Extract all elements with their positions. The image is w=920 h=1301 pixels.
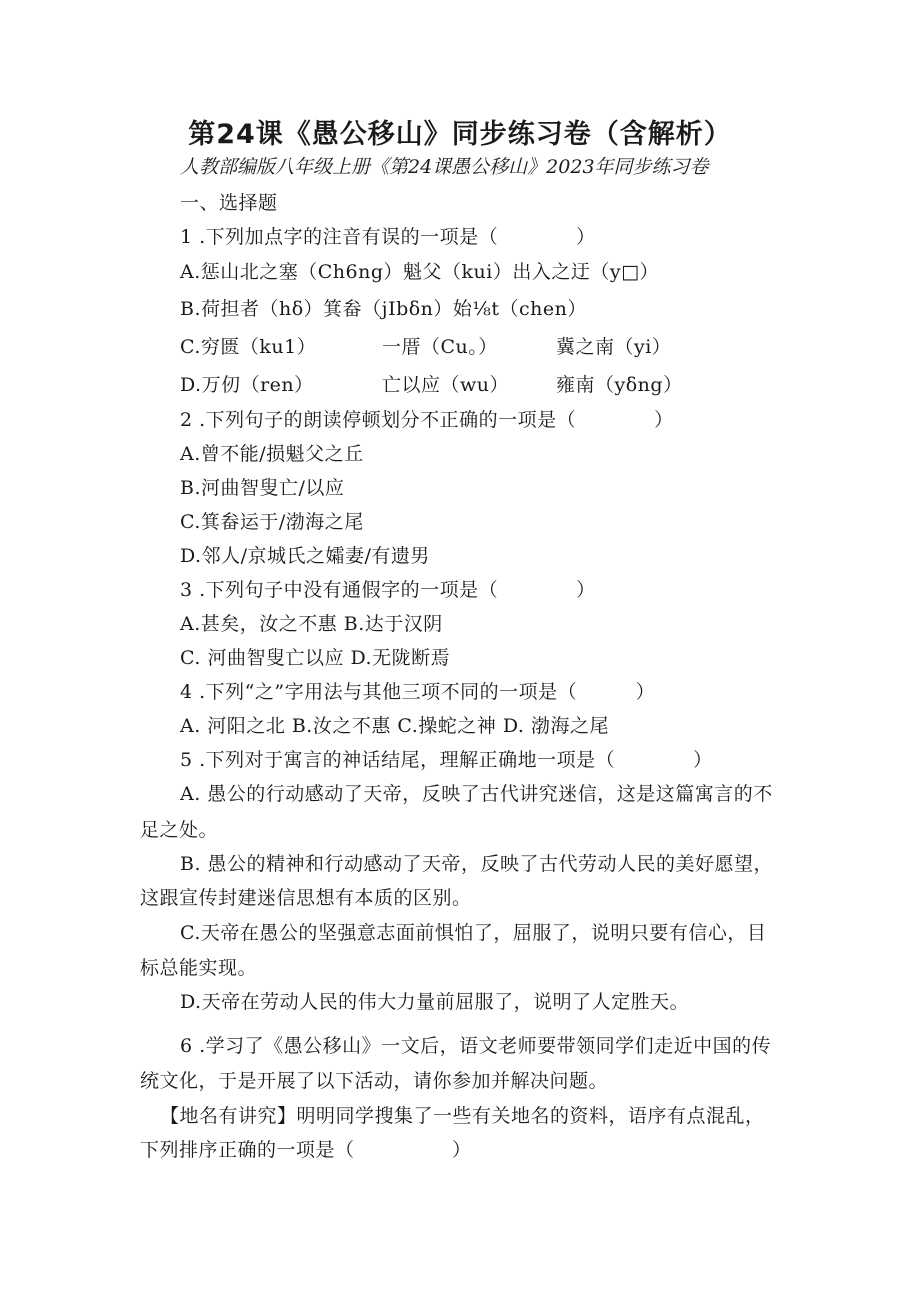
q2-option-c: C.箕畚运于/渤海之尾	[180, 511, 364, 533]
q6-line3: 【地名有讲究】明明同学搜集了一些有关地名的资料，语序有点混乱，	[160, 1105, 765, 1127]
q1-option-c-3: 冀之南（yi）	[556, 336, 672, 358]
q1-option-d-2: 亡以应（wu）	[382, 374, 510, 396]
q5-option-b-line1: B. 愚公的精神和行动感动了天帝，反映了古代劳动人民的美好愿望，	[180, 853, 774, 875]
q5-stem: 5 .下列对于寓言的神话结尾，理解正确地一项是（ ）	[180, 749, 713, 771]
section-heading: 一、选择题	[180, 192, 278, 214]
q1-option-d-1: D.万仞（ren）	[180, 374, 314, 396]
q6-line2: 统文化，于是开展了以下活动，请你参加并解决问题。	[140, 1070, 609, 1092]
q1-option-c-2: 一厝（Cu。）	[382, 336, 498, 358]
q5-option-c-line2: 标总能实现。	[140, 957, 258, 979]
q6-line4: 下列排序正确的一项是（ ）	[140, 1139, 472, 1161]
page-title: 第24课《愚公移山》同步练习卷（含解析）	[188, 119, 732, 150]
q1-option-d-3: 雍南（yδng）	[556, 374, 683, 396]
q1-stem: 1 .下列加点字的注音有误的一项是（ ）	[180, 226, 596, 248]
q5-option-b-line2: 这跟宣传封建迷信思想有本质的区别。	[140, 887, 472, 909]
q3-stem: 3 .下列句子中没有通假字的一项是（ ）	[180, 579, 596, 601]
q2-option-a: A.曾不能/损魁父之丘	[180, 443, 364, 465]
q5-option-a-line2: 足之处。	[140, 819, 219, 841]
q5-option-a-line1: A. 愚公的行动感动了天帝，反映了古代讲究迷信，这是这篇寓言的不	[180, 783, 773, 805]
q1-option-a: A.惩山北之塞（Ch6ng）魁父（kui）出入之迂（y□）	[180, 261, 660, 283]
q3-options-ab: A.甚矣，汝之不惠 B.达于汉阴	[180, 613, 443, 635]
q2-option-d: D.邻人/京城氏之孀妻/有遗男	[180, 545, 430, 567]
q2-option-b: B.河曲智叟亡/以应	[180, 477, 345, 499]
q6-line1: 6 .学习了《愚公移山》一文后，语文老师要带领同学们走近中国的传	[180, 1035, 772, 1057]
q1-option-c-1: C.穷匮（ku1）	[180, 336, 317, 358]
q3-options-cd: C. 河曲智叟亡以应 D.无陇断焉	[180, 647, 451, 669]
q1-option-b: B.荷担者（hδ）箕畚（jIbδn）始⅛t（chen）	[180, 298, 587, 320]
q5-option-c-line1: C.天帝在愚公的坚强意志面前惧怕了，屈服了，说明只要有信心，目	[180, 922, 767, 944]
q4-stem: 4 .下列“之”字用法与其他三项不同的一项是（ ）	[180, 681, 656, 703]
page-subtitle: 人教部编版八年级上册《第24课愚公移山》2023年同步练习卷	[180, 156, 709, 178]
q5-option-d: D.天帝在劳动人民的伟大力量前屈服了，说明了人定胜天。	[180, 991, 690, 1013]
q2-stem: 2 .下列句子的朗读停顿划分不正确的一项是（ ）	[180, 409, 674, 431]
q4-options: A. 河阳之北 B.汝之不惠 C.操蛇之神 D. 渤海之尾	[180, 715, 609, 737]
